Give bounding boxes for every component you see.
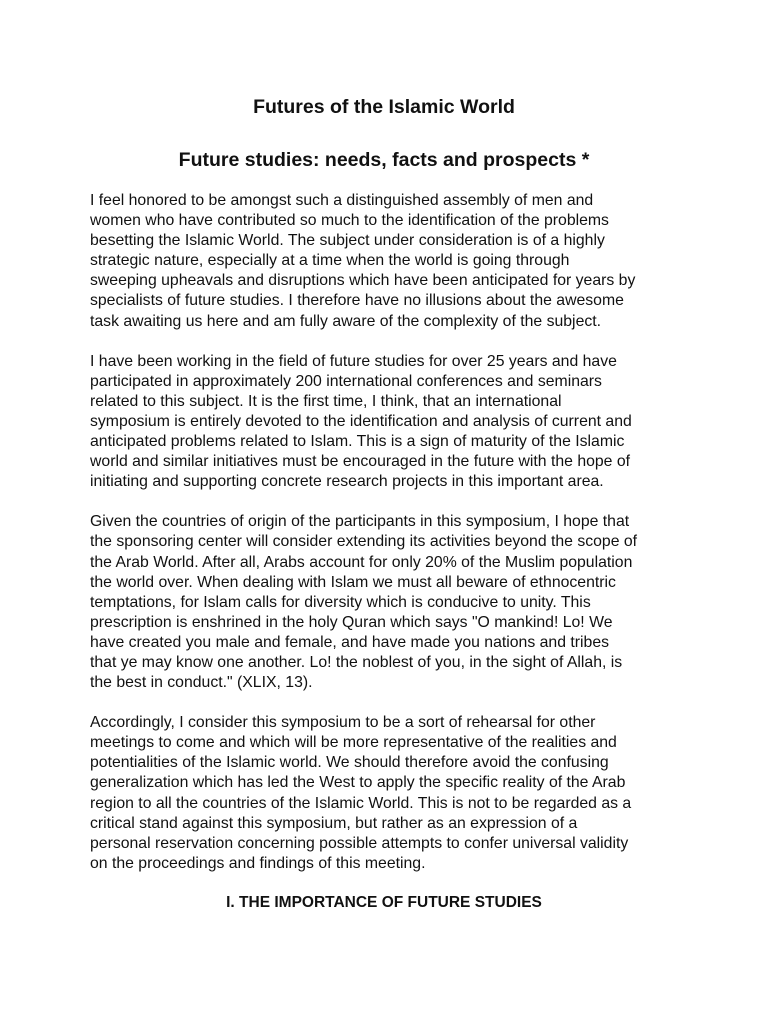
text-line: task awaiting us here and am fully aware of the complexity of the subject.	[90, 312, 602, 330]
text-line: sweeping upheavals and disruptions which have been anticipated for years by	[90, 272, 636, 290]
text-line: critical stand against this symposium, but rather as an expression of a	[90, 814, 578, 832]
text-line: on the proceedings and findings of this meeting.	[90, 854, 426, 872]
paragraph-4	[90, 713, 686, 874]
text-line: besetting the Islamic World. The subject under consideration is of a highly	[90, 232, 605, 250]
text-line: meetings to come and which will be more representative of the realities and	[90, 734, 617, 752]
text-line: generalization which has led the West to apply the specific reality of the Arab	[90, 774, 626, 792]
text-line: women who have contributed so much to the identification of the problems	[90, 212, 609, 230]
text-line: personal reservation concerning possible attempts to confer universal validity	[90, 834, 629, 852]
document-title: Futures of the Islamic World	[253, 96, 515, 118]
text-line: region to all the countries of the Islamic World. This is not to be regarded as a	[90, 794, 632, 812]
text-line: strategic nature, especially at a time when the world is going through	[90, 252, 570, 270]
text-line: Given the countries of origin of the participants in this symposium, I hope that	[90, 513, 630, 531]
text-line: initiating and supporting concrete research projects in this important area.	[90, 473, 604, 491]
text-line: symposium is entirely devoted to the identification and analysis of current and	[90, 412, 632, 430]
text-line: participated in approximately 200 international conferences and seminars	[90, 372, 602, 390]
paragraph-1	[90, 191, 686, 332]
section-heading: I. THE IMPORTANCE OF FUTURE STUDIES	[226, 894, 542, 911]
text-line: temptations, for Islam calls for diversity which is conducive to unity. This	[90, 593, 591, 611]
text-line: the world over. When dealing with Islam we must all beware of ethnocentric	[90, 573, 616, 591]
text-line: prescription is enshrined in the holy Quran which says "O mankind! Lo! We	[90, 613, 613, 631]
text-line: related to this subject. It is the first time, I think, that an international	[90, 392, 562, 410]
text-line: that ye may know one another. Lo! the noblest of you, in the sight of Allah, is	[90, 653, 623, 671]
text-line: the best in conduct." (XLIX, 13).	[90, 674, 313, 692]
document-subtitle: Future studies: needs, facts and prospects *	[178, 149, 590, 171]
text-line: Accordingly, I consider this symposium to be a sort of rehearsal for other	[90, 714, 596, 732]
text-line: have created you male and female, and have made you nations and tribes	[90, 633, 609, 651]
text-line: anticipated problems related to Islam. This is a sign of maturity of the Islamic	[90, 433, 625, 451]
paragraph-3	[90, 512, 686, 693]
text-line: world and similar initiatives must be encouraged in the future with the hope of	[90, 453, 631, 471]
text-line: the sponsoring center will consider extending its activities beyond the scope of	[90, 533, 638, 551]
text-line: specialists of future studies. I therefore have no illusions about the awesome	[90, 292, 624, 310]
text-line: I have been working in the field of future studies for over 25 years and have	[90, 352, 617, 370]
text-line: the Arab World. After all, Arabs account for only 20% of the Muslim population	[90, 553, 633, 571]
paragraph-2	[90, 352, 686, 493]
text-line: potentialities of the Islamic world. We should therefore avoid the confusing	[90, 754, 609, 772]
document-body	[90, 191, 686, 894]
text-line: I feel honored to be amongst such a distinguished assembly of men and	[90, 192, 594, 209]
